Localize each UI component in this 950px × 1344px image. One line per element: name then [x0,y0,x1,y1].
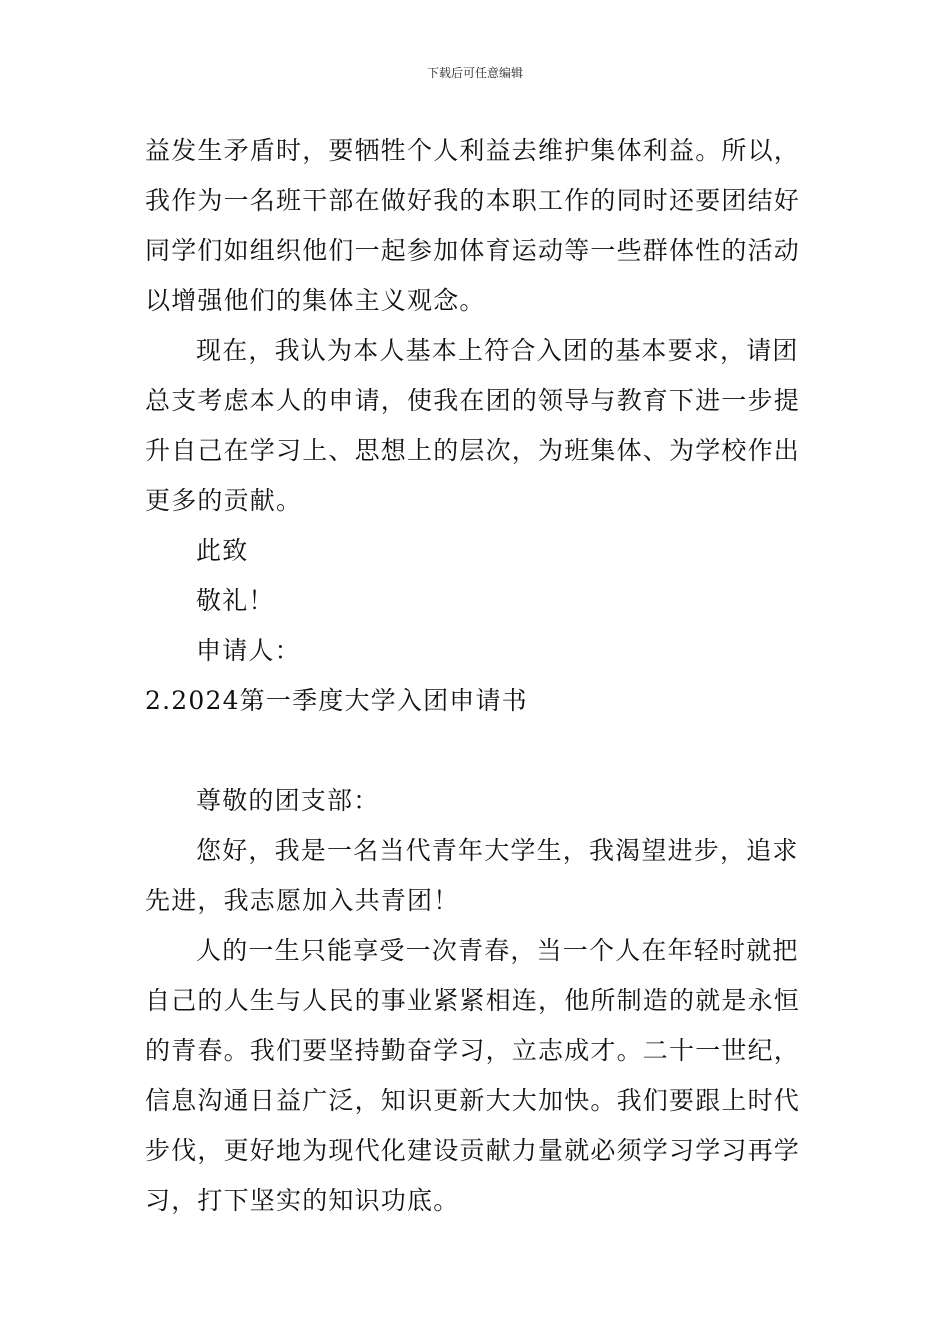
text-line: 升自己在学习上、思想上的层次，为班集体、为学校作出 [145,436,801,465]
page-header-note: 下载后可任意编辑 [426,66,523,80]
text-line: 习，打下坚实的知识功底。 [145,1186,460,1215]
paragraph-start: 现在，我认为本人基本上符合入团的基本要求，请团 [196,336,799,365]
text-line: 信息沟通日益广泛，知识更新大大加快。我们要跟上时代 [145,1086,801,1115]
text-line: 自己的人生与人民的事业紧紧相连，他所制造的就是永恒 [145,986,801,1015]
closing-regards: 敬礼！ [196,586,275,615]
text-line: 以增强他们的集体主义观念。 [145,286,486,315]
paragraph-start: 您好，我是一名当代青年大学生，我渴望进步，追求 [196,836,799,865]
blank-line [145,726,807,776]
text-line: 步伐，更好地为现代化建设贡献力量就必须学习学习再学 [145,1136,801,1165]
document-body [145,126,807,1226]
greeting: 尊敬的团支部： [196,786,380,815]
text-line: 我作为一名班干部在做好我的本职工作的同时还要团结好 [145,186,801,215]
text-line: 益发生矛盾时，要牺牲个人利益去维护集体利益。所以， [145,136,801,165]
applicant-label: 申请人： [196,636,301,665]
paragraph-start: 人的一生只能享受一次青春，当一个人在年轻时就把 [196,936,799,965]
text-line: 同学们如组织他们一起参加体育运动等一些群体性的活动 [145,236,801,265]
section-title: 2.2024第一季度大学入团申请书 [145,686,528,715]
text-line: 总支考虑本人的申请，使我在团的领导与教育下进一步提 [145,386,801,415]
text-line: 的青春。我们要坚持勤奋学习，立志成才。二十一世纪， [145,1036,801,1065]
closing-salutation: 此致 [196,536,249,565]
text-line: 更多的贡献。 [145,486,303,515]
text-line: 先进，我志愿加入共青团！ [145,886,460,915]
